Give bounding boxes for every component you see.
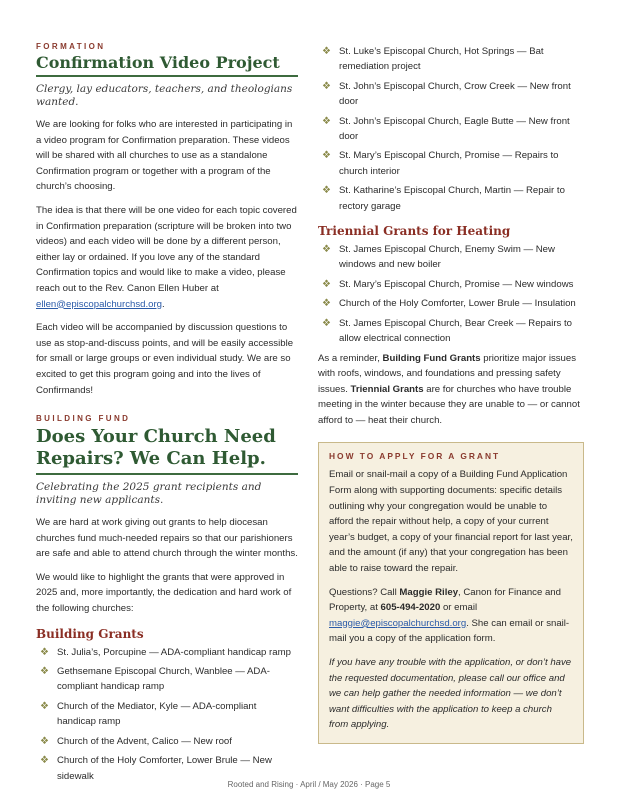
list-item-text: Church of the Holy Comforter, Lower Brule — Insulation bbox=[339, 298, 576, 310]
list-item-text: Church of the Holy Comforter, Lower Brule — New sidewalk bbox=[57, 755, 272, 782]
diamond-bullet-icon: ❖ bbox=[322, 150, 331, 162]
page-footer: Rooted and Rising · April / May 2026 · Page 5 bbox=[227, 780, 391, 789]
list-item-text: St. James Episcopal Church, Enemy Swim — New windows and new boiler bbox=[339, 244, 555, 271]
or-email-text: or email bbox=[440, 602, 478, 614]
list-item bbox=[318, 183, 584, 214]
heating-grants-heading: Triennial Grants for Heating bbox=[318, 224, 511, 239]
list-item bbox=[36, 645, 298, 660]
diamond-bullet-icon: ❖ bbox=[322, 115, 331, 127]
formation-paragraph-3: Each video will be accompanied by discussion questions to use as stop-and-discuss points, and will be easily accessible for small or large groups or even individual study. We are so excited to get this program going and into the lives of Confirmands! bbox=[36, 322, 294, 396]
list-item-text: St. Katharine’s Episcopal Church, Martin — Repair to rectory garage bbox=[339, 185, 565, 212]
left-column bbox=[36, 42, 298, 788]
section-kicker-formation: FORMATION bbox=[36, 42, 106, 51]
list-item bbox=[36, 699, 298, 730]
list-item-text: St. James Episcopal Church, Bear Creek — Repairs to allow electrical connection bbox=[339, 317, 573, 345]
list-item bbox=[318, 296, 584, 311]
diamond-bullet-icon: ❖ bbox=[322, 244, 331, 256]
list-item bbox=[318, 277, 584, 292]
triennial-grants-label: Triennial Grants bbox=[350, 383, 424, 395]
building-title: Does Your Church Need Repairs? We Can Help. bbox=[36, 426, 276, 470]
reminder-text-2: prioritize major issues with roofs, windows, and foundations and pressing safety issues. bbox=[318, 352, 577, 395]
section-kicker-building: BUILDING FUND bbox=[36, 414, 131, 424]
diamond-bullet-icon: ❖ bbox=[322, 46, 331, 57]
diamond-bullet-icon: ❖ bbox=[40, 735, 49, 747]
how-to-apply-paragraph-3: If you have any trouble with the application, or don’t have the requested documentation, please call our office and we can help gather the needed information — we don’t want difficulties with the application to keep a church from applying. bbox=[329, 657, 572, 731]
building-fund-grants-label: Building Fund Grants bbox=[382, 352, 481, 364]
heating-grants-list bbox=[318, 242, 584, 346]
building-grants-list bbox=[36, 645, 298, 784]
formation-paragraph-2 bbox=[36, 203, 298, 312]
list-item bbox=[318, 44, 584, 75]
formation-paragraph-2-end: . bbox=[162, 298, 165, 310]
list-item bbox=[36, 664, 298, 695]
list-item-text: St. Luke’s Episcopal Church, Hot Springs — Bat remediation project bbox=[339, 46, 544, 73]
list-item bbox=[318, 79, 584, 110]
diamond-bullet-icon: ❖ bbox=[322, 185, 331, 197]
list-item-text: St. Mary’s Episcopal Church, Promise — New windows bbox=[339, 278, 574, 290]
list-item-text: Church of the Mediator, Kyle — ADA-compliant handicap ramp bbox=[57, 700, 257, 728]
list-item-text: St. Mary’s Episcopal Church, Promise — Repairs to church interior bbox=[339, 150, 559, 177]
building-grants-heading: Building Grants bbox=[36, 626, 144, 641]
building-grants-list-continued bbox=[318, 44, 584, 214]
how-to-apply-box bbox=[318, 442, 584, 744]
list-item bbox=[318, 316, 584, 347]
list-item-text: St. John’s Episcopal Church, Eagle Butte — New front door bbox=[339, 115, 570, 143]
building-subtitle: Celebrating the 2025 grant recipients and inviting new applicants. bbox=[36, 481, 262, 507]
building-paragraph-2: We would like to highlight the grants that were approved in 2025 and, more importantly, the dedication and hard work of the following churches: bbox=[36, 571, 292, 615]
contact-name: Maggie Riley bbox=[399, 586, 459, 598]
right-column bbox=[318, 44, 584, 744]
list-item bbox=[318, 114, 584, 145]
list-item-text: Church of the Advent, Calico — New roof bbox=[57, 735, 232, 747]
diamond-bullet-icon: ❖ bbox=[322, 298, 331, 310]
reminder-text-1: As a reminder, bbox=[318, 352, 383, 364]
formation-subtitle: Clergy, lay educators, teachers, and theologians wanted. bbox=[36, 83, 293, 108]
formation-paragraph-2-text: The idea is that there will be one video for each topic covered in Confirmation preparation (scripture will be broken into two videos) and each video will be done by a different person, either lay or ordained. If you love any of the standard Confirmation topics and would like to make a video, please reach out to the Rev. Canon Ellen Huber at bbox=[36, 204, 297, 294]
building-paragraph-1: We are hard at work giving out grants to help diocesan churches fund much-needed repairs so that our parishioners are safe and able to attend church through the winter months. bbox=[36, 517, 298, 560]
formation-paragraph-1: We are looking for folks who are interested in participating in a video program for Confirmation preparation. These videos will be shared with all churches to use as a standalone Confirmation program or together with a program of the church’s choosing. bbox=[36, 119, 293, 193]
diamond-bullet-icon: ❖ bbox=[40, 700, 49, 712]
contact-phone[interactable]: 605-494-2020 bbox=[380, 602, 441, 614]
list-item bbox=[318, 242, 584, 273]
diamond-bullet-icon: ❖ bbox=[40, 666, 49, 678]
list-item-text: St. Julia’s, Porcupine — ADA-compliant handicap ramp bbox=[57, 646, 291, 658]
formation-title: Confirmation Video Project bbox=[36, 53, 280, 72]
list-item bbox=[318, 148, 584, 179]
list-item-text: Gethsemane Episcopal Church, Wanblee — ADA-compliant handicap ramp bbox=[57, 666, 270, 693]
how-to-apply-paragraph-2 bbox=[329, 585, 573, 647]
title-rule bbox=[36, 75, 298, 77]
questions-text: Questions? Call bbox=[329, 586, 400, 598]
ellen-email-link[interactable]: ellen@episcopalchurchsd.org bbox=[36, 298, 163, 310]
contact-role-text: , Canon for Finance and Property, at bbox=[329, 586, 561, 614]
list-item bbox=[36, 734, 298, 749]
how-to-apply-kicker: HOW TO APPLY FOR A GRANT bbox=[329, 451, 501, 462]
list-item-text: St. John’s Episcopal Church, Crow Creek — New front door bbox=[339, 80, 571, 108]
how-to-apply-paragraph-1: Email or snail-mail a copy of a Building Fund Application Form along with supporting documents: specific details outlining why your congregation would be unable to afford the repair without help, a copy of your current year’s budget, a copy of your financial report for last year, and the amount (if any) that your congregation has been able to raise toward the repair. bbox=[329, 469, 573, 575]
diamond-bullet-icon: ❖ bbox=[322, 317, 331, 329]
reminder-text-3: are for churches who have trouble meeting in the winter because they are unable to — or cannot afford to — heat their church. bbox=[318, 383, 580, 426]
diamond-bullet-icon: ❖ bbox=[40, 755, 49, 767]
title-rule bbox=[36, 473, 298, 475]
diamond-bullet-icon: ❖ bbox=[322, 278, 331, 290]
diamond-bullet-icon: ❖ bbox=[40, 646, 49, 658]
contact-closing-text: . She can email or snail-mail you a copy of the application form. bbox=[329, 617, 570, 645]
diamond-bullet-icon: ❖ bbox=[322, 80, 331, 92]
maggie-email-link[interactable]: maggie@episcopalchurchsd.org bbox=[329, 617, 467, 629]
reminder-paragraph bbox=[318, 351, 584, 429]
